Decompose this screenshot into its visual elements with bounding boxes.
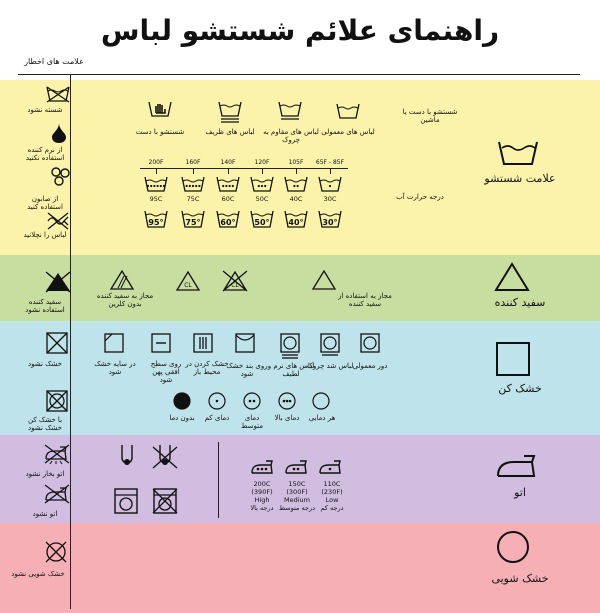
dry-in-shade-icon — [104, 333, 124, 353]
dry-high-heat-icon — [278, 392, 296, 410]
iron-warn-1: اتو بخار نشود — [25, 470, 65, 478]
dry-flat-icon — [151, 333, 171, 353]
dry-no-heat-icon — [173, 392, 191, 410]
dry-warn-2: با خشک کن خشک نشود — [27, 416, 63, 432]
iron-medium-temp — [278, 480, 316, 512]
temp-c-4: 75C — [186, 195, 200, 203]
temp-c-5: 95C — [149, 195, 163, 203]
dry-label-permanent: لباس شد چروک — [306, 362, 354, 370]
tumble-dry-permanent-icon — [320, 333, 340, 357]
bleach-main-icon — [494, 262, 530, 292]
temp-f-2: 120F — [254, 159, 270, 166]
dry-label-normal: دور معمولی — [352, 362, 388, 370]
iron-high-lvl: High — [254, 496, 270, 504]
page-title: راهنمای علائم شستشو لباس — [100, 14, 500, 47]
dry-main-label: خشک کن — [498, 382, 542, 395]
warn-wash-3: از صابون استفاده کنید — [27, 195, 63, 211]
warn-column-divider — [70, 74, 71, 609]
iron-medium-c: 150C — [288, 480, 306, 488]
dot-label-any: هر دمایی — [308, 414, 336, 422]
dry-label-line: روی بند خشک شود — [226, 362, 268, 378]
tub-temp-icon-0 — [318, 210, 342, 228]
tub-temp-num-0: 30° — [322, 218, 338, 227]
header-divider — [18, 74, 580, 75]
normal-wash-icon — [336, 103, 360, 119]
no-steam-iron-icon — [44, 444, 70, 464]
danger-header: علامت های اخطار — [24, 57, 84, 66]
bleach-allowed-icon — [312, 270, 336, 290]
temp-f-1: 105F — [288, 159, 304, 166]
delicate-wash-icon — [218, 101, 242, 123]
iron-low-f: (230F) — [321, 488, 343, 496]
wash-label-hand-or-machine: شستشو با دست یا ماشین — [402, 108, 458, 124]
dryclean-main-icon — [496, 530, 530, 564]
bleach-label-non-chlorine: مجاز به سفید کننده بدون کلرین — [96, 292, 154, 308]
svg-text:CL: CL — [184, 282, 192, 289]
tub-temp-icon-5 — [144, 210, 168, 228]
dry-label-drip: خشک کردن در محیط باز — [185, 360, 229, 376]
temp-tick-3 — [228, 168, 229, 174]
do-not-dry-icon — [46, 332, 68, 354]
do-not-wring-icon — [46, 213, 70, 229]
tub-temp-num-4: 75° — [185, 218, 201, 227]
chlorine-bleach-icon — [175, 270, 201, 292]
temp-tick-5 — [156, 168, 157, 174]
tub-dots-icon-5 — [144, 176, 168, 192]
iron-high-temp — [244, 480, 280, 512]
temp-tick-4 — [193, 168, 194, 174]
tub-temp-num-2: 50° — [254, 218, 270, 227]
iron-high-fa: درجه بالا — [250, 504, 274, 512]
temp-c-1: 40C — [289, 195, 303, 203]
iron-medium-fa: درجه متوسط — [278, 504, 316, 512]
no-tumble-symbol-icon — [152, 444, 178, 470]
temp-caption: درجه حرارت آب — [396, 193, 444, 201]
wash-main-icon — [498, 140, 538, 166]
temp-table-top-line — [140, 168, 348, 169]
tumble-dry-symbol-icon — [118, 444, 136, 470]
tub-temp-icon-2 — [250, 210, 274, 228]
wash-label-delicate: لباس های ظریف — [205, 128, 255, 136]
chlorine-bleach-crossed-icon — [222, 270, 248, 292]
no-bleach-icon — [44, 271, 72, 293]
warn-wash-1: شسته نشود — [27, 106, 63, 114]
do-not-wash-icon — [46, 86, 70, 102]
dry-main-icon — [496, 342, 530, 376]
iron-low-c: 110C — [323, 480, 341, 488]
tub-dots-icon-3 — [216, 176, 240, 192]
iron-low-fa: درجه کم — [320, 504, 344, 512]
iron-low-temp — [316, 480, 348, 512]
temp-c-2: 50C — [255, 195, 269, 203]
do-not-dryclean-icon — [44, 540, 68, 564]
temp-f-3: 140F — [220, 159, 236, 166]
temp-f-5: 200F — [148, 159, 164, 166]
tub-dots-icon-2 — [250, 176, 274, 192]
wash-label-hand: شستشو با دست — [135, 128, 185, 136]
warn-wash-2: از نرم کننده استفاده نکنید — [25, 146, 65, 162]
dry-label-flat: روی سطح افقی پهن شود — [150, 360, 182, 384]
iron-low-lvl: Low — [325, 496, 339, 504]
dry-any-heat-icon — [312, 392, 330, 410]
tumble-dry-delicate-icon — [280, 333, 300, 359]
washing-machine-icon — [114, 488, 138, 514]
tub-temp-icon-4 — [181, 210, 205, 228]
temp-c-3: 60C — [221, 195, 235, 203]
iron-divider — [218, 442, 219, 518]
iron-medium-icon — [284, 458, 310, 476]
no-washing-machine-icon — [152, 488, 178, 514]
svg-text:CL: CL — [231, 282, 239, 289]
iron-low-icon — [318, 458, 344, 476]
permanent-press-wash-icon — [278, 101, 302, 121]
iron-warn-2: اتو نشود — [32, 510, 58, 518]
dryclean-warn: خشک شویی نشود — [11, 570, 65, 578]
temp-tick-0 — [330, 168, 331, 174]
hand-wash-icon — [148, 101, 172, 117]
iron-medium-lvl: Medium — [284, 496, 310, 504]
non-chlorine-bleach-icon — [110, 270, 134, 290]
iron-high-c: 200C — [253, 480, 271, 488]
temp-f-4: 160F — [185, 159, 201, 166]
bleach-main-label: سفید کننده — [494, 296, 546, 309]
soap-bubbles-icon — [51, 167, 71, 187]
tumble-dry-normal-icon — [360, 333, 380, 353]
tub-dots-icon-4 — [181, 176, 205, 192]
dot-label-high: دمای بالا — [274, 414, 300, 422]
dry-medium-heat-icon — [243, 392, 261, 410]
tub-temp-icon-1 — [284, 210, 308, 228]
iron-main-icon — [496, 452, 538, 478]
tub-temp-icon-3 — [216, 210, 240, 228]
wash-label-normal: لباس های معمولی — [321, 128, 375, 136]
tub-temp-num-5: 95° — [148, 218, 164, 227]
wash-label-permanent: لباس های مقاوم به چروک — [263, 128, 319, 144]
temp-c-0: 30C — [323, 195, 337, 203]
wash-main-label: علامت شستشو — [484, 172, 556, 185]
dot-label-low: دمای کم — [204, 414, 230, 422]
bleach-label-allowed: مجاز به استفاده از سفید کننده — [338, 292, 392, 308]
iron-high-icon — [250, 458, 276, 476]
drip-dry-icon — [193, 333, 213, 353]
dot-label-none: بدون دما — [169, 414, 195, 422]
tub-dots-icon-1 — [284, 176, 308, 192]
dry-band — [0, 321, 600, 435]
temp-tick-1 — [296, 168, 297, 174]
tub-temp-num-1: 40° — [288, 218, 304, 227]
dot-label-medium: دمای متوسط — [241, 414, 263, 430]
iron-main-label: اتو — [514, 486, 526, 499]
tub-dots-icon-0 — [318, 176, 342, 192]
temp-f-0: 65F - 85F — [315, 159, 345, 166]
iron-medium-f: (300F) — [286, 488, 308, 496]
dry-label-delicate: لباس های نرم و لطیف — [267, 362, 315, 378]
warn-wash-4: لباس را نچلانید — [23, 231, 67, 239]
line-dry-icon — [235, 333, 255, 353]
bleach-warn: سفید کننده استفاده نشود — [25, 298, 65, 314]
no-softener-icon — [50, 122, 68, 144]
dryclean-main-label: خشک شویی — [491, 572, 549, 585]
do-not-iron-icon — [44, 484, 70, 504]
dry-low-heat-icon — [208, 392, 226, 410]
tub-temp-num-3: 60° — [220, 218, 236, 227]
dry-label-shade: در سایه خشک شود — [94, 360, 136, 376]
dry-warn-1: خشک نشود — [28, 360, 62, 368]
iron-high-f: (390F) — [251, 488, 273, 496]
do-not-tumble-dry-icon — [46, 390, 68, 412]
temp-tick-2 — [262, 168, 263, 174]
